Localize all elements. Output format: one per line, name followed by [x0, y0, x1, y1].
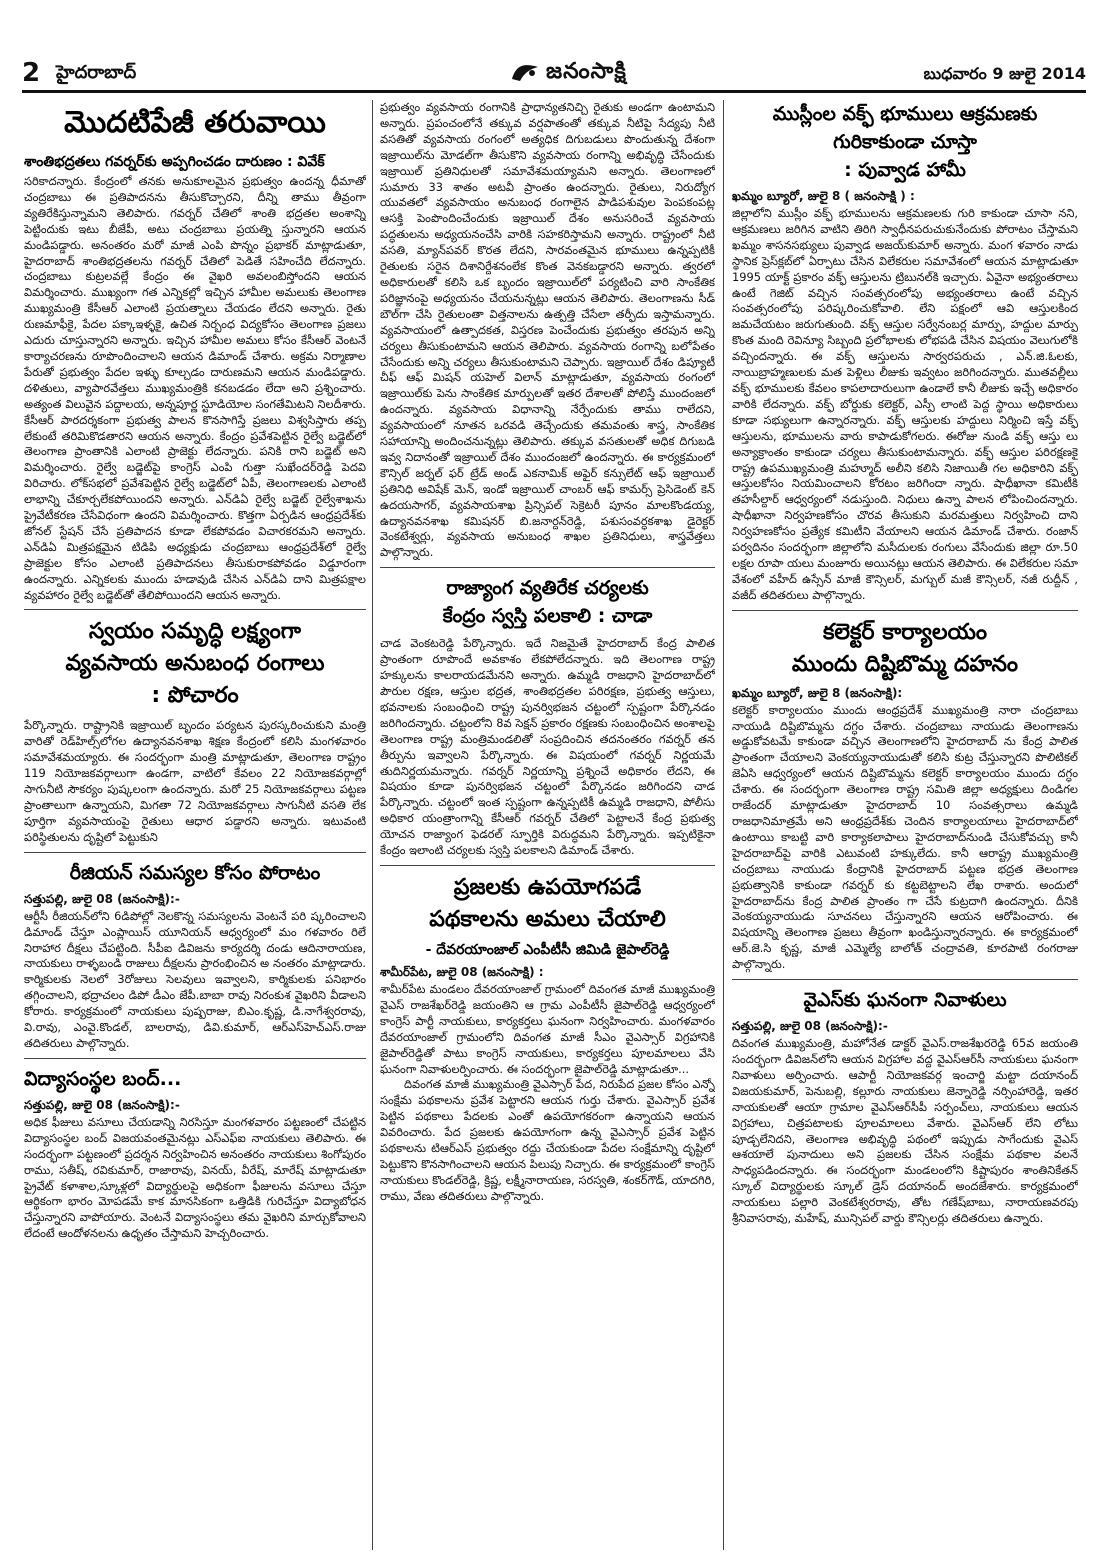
article-dateline: సత్తుపల్లి, జులై 08 (జనంసాక్షి):- — [732, 1019, 888, 1034]
column-1 — [24, 100, 366, 1550]
article-body: అధిక ఫీజులు వసూలు చేయడాన్ని నిరసిస్తూ మంగళవారం పట్టణంలో చేపట్టిన విద్యాసంస్థల బంద్ విజయవంతమైనట్లు ఎస్‌ఎఫ్ఐ నాయకులు తెలిపారు. ఈ సందర్భంగా పట్టణంలో ప్రదర్శన నిర్వహించిన అనంతరం నాయకులు శింగోపురం రాము, సతీష్, రవికుమార్, రాజారావు, వినయ్, వీరేష్, మారేష్ మాట్లాడుతూ ప్రైవేట్ కళాశాల,స్కూళ్లలో విద్యార్థులపై అధికంగా ఫీజులను వసూలు చేస్తూ ఆర్థికంగా భారం మోపడమే కాక మానసికంగా ఒత్తిడికి గురిచేస్తూ విద్యాబోధన చేస్తున్నారని వాపోయారు. వెంటనే విద్యాసంస్థలు తమ వైఖరిని మార్చుకోవాలని లేదంటే ఆందోళనలను ఉధృతం చేస్తామని హెచ్చరించారు. — [24, 1114, 366, 1241]
article-headline: ప్రజలకు ఉపయోగపడే — [453, 874, 642, 900]
article-body: దివంగత ముఖ్యమంత్రి, మహోనేత డాక్టర్ వైఎస్.రాజశేఖరరెడ్డి 65వ జయంతి సందర్భంగా డివిజన్‌లోని ఆయన విగ్రహాల వద్ద వైఎస్‌ఆర్‌సీ నాయకులు ఘనంగా నివాళులు అర్పించారు. ఆపార్టీ నియోజకవర్గ ఇంచార్జి మట్టా దయానంద్ విజయకుమార్, పెనుబల్లి, కల్లూరు నాయకులు జెన్నారెడ్డి నర్సింహారెడ్డి, ఇతర నాయకులతో ఆయా గ్రామాల వైఎస్‌ఆర్‌సీపీ సర్పంచ్‌లు, నాయకులు ఆయన విగ్రహాలు, చిత్రపటాలకు పూలమాలలు వేశారు. వైఎస్‌ఆర్ లేని లోటు పూడ్చలేనిదని, తెలంగాణ అభివృద్ధి పథంలో ఇప్పుడు సాగేందుకు వైఎస్ ఆశయాలే పునాదులు అని ప్రజలకు చేసిన సంక్షేమ పథకాల వలనే సాధ్యపడిందన్నారు. ఈ సందర్భంగా మండలంలోని కిష్టాపురం శాంతినికేతన్ స్కూల్ విద్యార్థులకు స్కూల్ డ్రెస్ దయానంద్ అందజేశారు. కార్యక్రమంలో నాయకులు పల్లారి వెంకటేశ్వరరావు, తోట గణేష్‌బాబు, నారాయణవరపు శ్రీనివాసరావు, మహేష్, మున్సిపల్ వార్డు కౌన్సిలర్లు తదితరులు ఉన్నారు. — [732, 1036, 1078, 1226]
article-headline: కలెక్టర్ కార్యాలయం — [822, 619, 988, 645]
article-headline: గురికాకుండా చూస్తా — [833, 131, 977, 153]
page-number: 2 — [22, 58, 41, 88]
article-headline: విద్యాసంస్థల బంద్... — [24, 1067, 182, 1090]
article-dateline: సత్తుపల్లి, జులై 08 (జనంసాక్షి):- — [24, 891, 180, 906]
article-body: ప్రభుత్వం వ్యవసాయ రంగానికి ప్రాధాన్యతనిచ్చి రైతుకు అండగా ఉంటామని అన్నారు. ప్రపంచంలోనే తక్కువ వర్షపాతంతో తక్కువ నీటిపై సేద్యపు నీటి వసతితో వ్యవసాయ రంగంలో అత్యధిక దిగుబడులు పొందుతున్న దేశంగా ఇజ్రాయిల్‌ను మోడల్‌గా తీసుకొని వ్యవసాయ రంగాన్ని అభివృద్ధి చేసేందుకు ఇజ్రాయిల్ ప్రతినిధులతో సమావేశమయ్యామని అన్నారు. తెలంగాణలో సుమారు 33 శాతం అటవీ ప్రాంతం ఉందన్నారు. రైతులు, నిరుద్యోగ యువతలో వ్యవసాయం అనుబంధ రంగాలైన పాడిపశువుల పెంపకంపట్ల ఆసక్తి పెంపొందించేందుకు ఇజ్రాయిల్ దేశం అనుసరించే వ్యవసాయ పద్ధతులను అధ్యయనంచేసి వారికి సహకరిస్తామని అన్నారు. రాష్ట్రంలో నీటి వసతి, మ్యాన్‌పవర్ కొరత లేదని, సారవంతమైన భూములు ఉన్నప్పటికీ రైతులకు సరైన దిశానిర్దేశనంలేక కొంత వెనకబడ్డారని అన్నారు. త్వరలో అధికారులతో కలిసి ఒక బృందం ఇజ్రాయిల్‌లో పర్యటించి వారి సాంకేతిక పరిజ్ఞానంపై అధ్యయనం చేయనున్నట్లు ఆయన తెలిపారు. తెలంగాణను సీడ్ బౌల్‌గా చేసి రైతులంతా విత్తనాలను ఉత్పత్తి చేసేలా తర్ఫీదు ఇస్తామన్నారు. వ్యవసాయంలో ఉత్పాదకత, విస్తరణ పెంచేందుకు ప్రభుత్వం తరపున అన్ని చర్యలు తీసుకుంటామని ఆయన తెలిపారు. వ్యవసాయ రంగాన్ని బలోపేతం చేసేందుకు అన్ని చర్యలు తీసుకుంటామని చెప్పారు. ఇజ్రాయిల్ దేశం డిప్యూటీ చీఫ్ ఆఫ్ మిషన్ యహెల్ విలాన్ మాట్లాడుతూ, వ్యవసాయ రంగంలో ఇజ్రాయిల్‌కు పెను సాంకేతిక మార్పులతో ఇతర దేశాలతో పోలిస్తే ముందంజలో ఉందన్నారు. వ్యవసాయ విధానాన్ని నేర్పేందుకు తాము రాలేదని, వ్యవసాయంలో నూతన ఒరవడి తెచ్చేందుకు తమవంతు శాస్త్ర, సాంకేతిక సహాయాన్ని అందించనున్నట్లు తెలిపారు. తక్కువ వసతులతో అధిక దిగుబడి ఇవ్వ నిదానంతో ఇజ్రాయిల్ దేశం ముందంజలో ఉందన్నారు. ఈ కార్యక్రమంలో కౌన్సిల్ జర్నల్ ఫర్ ట్రేడ్ అండ్ ఎకనామిక్ అఫైర్ కన్సులేట్ ఆఫ్ ఇజ్రాయిల్ ప్రతినిధి అవిషేక్ మెన్, ఇండో ఇజ్రాయిల్ చాంబర్ ఆఫ్ కామర్స్ ప్రెసిడెంట్ కెన్ ఉదయసాగర్, వ్యవసాయశాఖ ప్రిన్సిపల్ సెక్రెటరీ పూనం మాలకొండయ్య, ఉద్యానవనశాఖ కమిషనర్ బి.జనార్దన్‌రెడ్డి, పశుసంవర్ధకశాఖ డైరెక్టర్ వెంకటేశ్వర్లు, వ్యవసాయ అనుబంధ శాఖల ప్రతినిధులు, శాస్త్రవేత్తలు పాల్గొన్నారు. — [380, 100, 715, 560]
divider — [380, 865, 715, 866]
divider — [732, 979, 1078, 980]
article-headline: వ్యవసాయ అనుబంధ రంగాలు — [65, 651, 325, 677]
column-3 — [732, 100, 1078, 1550]
article-dateline: శామీర్‌పేట, జులై 08 (జనంసాక్షి) : — [380, 964, 544, 979]
article-subtitle: - దేవరయాంజాల్ ఎంపీటీసీ జిమిడి జైపాల్‌రెడ్డి — [425, 941, 670, 958]
article-body: శామీర్‌పేట మండలం దేవరయాంజాల్ గ్రామంలో దివంగత మాజీ ముఖ్యమంత్రి వైఎస్ రాజశేఖర్‌రెడ్డి జయంతిని ఆ గ్రామ ఎంపీటీసీ జైపాల్‌రెడ్డి ఆధ్వర్యంలో కాంగ్రెస్ పార్టీ నాయకులు, కార్యకర్తలు ఘనంగా నిర్వహించారు. మంగళవారం దేవరయాంజాల్ గ్రామంలోని దివంగత మాజీ సీఎం వైఎస్సార్ విగ్రహానికి జైపాల్‌రెడ్డితో పాటు కాంగ్రెస్ నాయకులు, కార్యకర్తలు పూలమాలలు వేసి ఘనంగా నివాళులర్పించారు. ఈ సందర్భంగా జైపాల్‌రెడ్డి మాట్లాడుతూ... — [380, 981, 715, 1076]
article-headline: పథకాలను అమలు చేయాలి — [429, 906, 666, 932]
divider — [732, 610, 1078, 611]
article-headline: స్వయం సమృద్ధి లక్ష్యంగా — [88, 619, 302, 645]
issue-date: బుధవారం 9 జులై 2014 — [923, 64, 1086, 83]
divider — [380, 567, 715, 568]
article-body: జిల్లాలోని ముస్లీం వక్ఫ్ భూములను ఆక్రమణలకు గురి కాకుండా చూసా నని, ఆక్రమణలు జరిగిన వాటిని తిరిగి స్వాధీనపరుచుకునేందుకు పోరాటం చేస్తామని ఖమ్మం శాసనసభ్యులు పువ్వాడ అజయ్‌కుమార్ అన్నారు. మంగ ళవారం నాడు స్థానిక ప్రెస్‌క్లబ్‌లో ఏర్పాటు చేసిన విలేకరుల సమావేశంలో ఆయన మాట్లాడుతూ 1995 యాక్ట్ ప్రకారం వక్ఫ్ ఆస్తులను ట్రిబునల్‌కి ఇచ్చారు. ఏవైనా అభ్యంతరాలు ఉంటే గెజిట్ వచ్చిన సంవత్సరంలోపు అభ్యంతరాలు ఉంటే వచ్చిన సంవత్సరంలోపు పరిష్కరించుకోవాలి. లేని పక్షంలో ఆవి ఆస్తులకింద జమచేయటం జరుగుతుంది. వక్ఫ్ ఆస్తుల సర్వేనంబర్ల మార్పు, హద్దుల మార్పు కొంత మంది రెవిన్యూ సిబ్బంది ప్రలోభాలకు లోభపడి చేసిన విషయం వెలుగులోకి వచ్చిందన్నారు. ఈ వక్ఫ్ ఆస్తులను సార్వరపరుచు , ఎన్.జి.ఓలకు, నాయిబ్రాహ్మణులకు మత పెళ్లిలు లీజుకు ఇవ్వటం జరిగిందన్నారు. ముతవల్లీలు వక్ఫ్ భూములకు కేవలం కాపలాదారులుగా ఉండాలే కానీ లీజుకు ఇచ్చే అధికారం వారికి లేదన్నారు. వక్ఫ్ బోర్డుకు కలెక్టర్, ఎస్పీ లాంటి పెద్ద స్థాయి అధికారులు కూడా సభ్యులుగా ఉన్నారన్నారు. వక్ఫ్ ఆస్తులకు హద్దులు నిర్మించి ఇస్తే వక్ఫ్ ఆస్తులను, భూములను వారు కాపాడుకోగలరు. ఈరోజు నుండి వక్ఫ్ ఆస్తు లు అన్యాక్రాంతం కాకుండా చర్యలు తీసుకుంటామన్నారు. వక్ఫ్ ఆస్తుల పరిరక్షణకై రాష్ట్ర ఉపముఖ్యమంత్రి మహ్మూద్ అలీని కలిసి నిజాయితీ గల అధికారిని వక్ఫ్ ఆస్తులకోసం నియమించాలని కోరటం జరిగిందా న్నారు. షాధీఖానా కమిటీకి తహసీల్దార్ ఆధ్వర్యంలో నడుస్తుంది. నిధులు ఉన్నా పాలన లోపించిందన్నారు. షాధీఖానా నిర్వహణకోసం చొరవ తీసుకుని మరమత్తులు నిర్వహించి దాని నిర్వహణకోసం ప్రత్యేక కమిటీని వేయాలని ఆయన డిమాండ్ చేశారు. రంజాన్ పర్వదినం సందర్భంగా జిల్లాలోని మసీదులకు రంగులు వేసేందుకు జిల్లా రూ.50 లక్షల రూపా యలు మంజూరు అయినట్లు ఆయన తెలిపారు. ఈ విలేకరుల సమా వేశంలో వహీద్ ఉస్సేన్ మాజీ కౌన్సిలర్, మగ్బుల్ మజీ కౌన్సిలర్, నజీ రుద్దీన్ , వజీద్ తదితరులు పాల్గొన్నారు. — [732, 206, 1078, 602]
column-divider — [723, 100, 724, 1550]
article-body: దివంగత మాజీ ముఖ్యమంత్రి వైఎస్సార్ పేద, నిరుపేద ప్రజల కోసం ఎన్నో సంక్షేమ పథకాలను ప్రవేశ పెట్టారని ఆయన గుర్తు చేశారు. వైఎస్సార్ ప్రవేశ పెట్టిన పథకాలు పేదలకు ఎంతో ఉపయోగకరంగా ఉన్నాయని ఆయన వివరించారు. పేద ప్రజలకు ఉపయోగంగా ఉన్న వైఎస్సార్ ప్రవేశ పెట్టిన పథకాలను టిఆర్ఎస్ ప్రభుత్వం రద్దు చేయకుండా పేదల సంక్షేమాన్ని దృష్టిలో పెట్టుకొని కొనసాగించాలని ఆయన పిలుపు నిచ్చారు. ఈ కార్యక్రమంలో కాంగ్రెస్ నాయకులు కొండల్‌రెడ్డి, క్రిష్ణ, లక్ష్మీనారాయణ, సరస్వతి, శంకర్‌గౌడ్, యాదగిరి, రాము, వేణు తదితరులు పాల్గొన్నారు. — [380, 1077, 715, 1203]
article-dateline: సత్తుపల్లి, జులై 08 (జనంసాక్షి):- — [24, 1097, 180, 1112]
masthead — [22, 58, 1086, 93]
article-headline: ముస్లీంల వక్ఫ్ భూములు ఆక్రమణకు — [772, 103, 1038, 125]
article-body: చాడ వెంకటరెడ్డి పేర్కొన్నారు. ఇదే నిజమైతే హైదరాబాద్ కేంద్ర పాలిత ప్రాంతంగా రూపొందే అవకాశం లేకపోలేదన్నారు. ఇది తెలంగాణ రాష్ట్ర హక్కులను కాలరాయడమేనని అన్నారు. ఉమ్మడి రాజధాని హైదరాబాద్‌లో పౌరుల రక్షణ, ఆస్తుల భద్రత, శాంతిభద్రతల పరిరక్షణ, ప్రభుత్వ ఆస్తులు, భవనాలకు సంబంధించి రాష్ట్ర పునర్విభజన చట్టంలో స్పష్టంగా పేర్కొనడం జరిగిందన్నారు. చట్టంలోని 8వ సెక్షన్ ప్రకారం రక్షణకు సంబంధించిన అంశాలపై తెలంగాణ రాష్ట్ర మంత్రిమండలితో సంప్రదించిన తదనంతరం గవర్నర్ తన తీర్పును ఇవ్వాలని పేర్కొన్నారు. ఈ విషయంలో గవర్నర్ నిర్ణయమే తుదినిర్ణయమన్నారు. గవర్నర్ నిర్ణయాన్ని ప్రశ్నించే అధికారం లేదని, ఈ విషయం కూడా పునర్విభజన చట్టంలో పేర్కొనడం జరిగిందని చాడ పేర్కొన్నారు. చట్టంలో ఇంత స్పష్టంగా ఉన్నప్పటికీ ఉమ్మడి రాజధాని, పోలీసు అధికార యంత్రాంగాన్ని కేసీఆర్ గవర్నర్ చేతిలో పెట్టాలనే కేంద్ర ప్రభుత్వ యోచన రాజ్యాంగ ఫెడరల్ స్ఫూర్తికి విరుద్ధమని పేర్కొన్నారు. ఇప్పటికైనా కేంద్రం ఇలాంటి చర్యలకు స్వస్తి పలకాలని డిమాండ్ చేశారు. — [380, 636, 715, 858]
article-headline: : పువ్వాడ హామీ — [844, 159, 966, 181]
article-headline: రాజ్యాంగ వ్యతిరేక చర్యలకు — [446, 577, 649, 600]
article-headline: కేంద్రం స్వస్తి పలకాలి : చాడా — [442, 605, 653, 628]
newspaper-logo — [510, 58, 627, 86]
divider — [24, 1058, 366, 1059]
article-headline: రీజియన్ సమస్యల కోసం పోరాటం — [69, 861, 321, 884]
logo-emblem-icon — [510, 61, 540, 83]
divider — [24, 852, 366, 853]
article-headline: ముందు దిష్టిబొమ్మ దహనం — [791, 651, 1019, 677]
page-city: హైదరాబాద్ — [56, 62, 137, 83]
article-body: కలెక్టర్ కార్యాలయం ముందు ఆంధ్రప్రదేశ్ ముఖ్యమంత్రి నారా చంద్రబాబు నాయుడి దిష్టిబొమ్మను దగ్ధం చేశారు. చంద్రబాబు నాయుడు తెలంగాణను అడ్డుకోవటమే కాకుండా వచ్చిన తెలంగాణలోని హైదరాబాద్ ను కేంద్ర పాలిత ప్రాంతంగా చేయాలని వెంకయ్యనాయుడుతో కలిసి కుట్ర చేస్తున్నారని పొలిటికల్ జెఏసి ఆధ్వర్యంలో ఆయన దిష్టిబొమ్మను కలెక్టర్ కార్యాలయం ముందు దగ్ధం చేశారు. ఈ సందర్భంగా తెలంగాణ రాష్ట్ర సమితి జిల్లా అధ్యక్షులు దిండిగల రాజేందర్ మాట్లాడుతూ హైదరాబాద్ 10 సంవత్సరాలు ఉమ్మడి రాజధానిమాత్రమే అని ఆంధ్రప్రదేశ్‌కు చెందిన కార్యాలయాలు హైదరాబాద్‌లో ఉంటాయి కాబట్టి వారి కార్యాకలాపాలు హైదరాబాద్‌నుండి చేసుకోవచ్చు కానీ హైదరాబాద్‌పై వారికి ఎటువంటి హక్కులేదు. కానీ ఆరాష్ట్ర ముఖ్యమంత్రి చంద్రబాబు నాయుడు కేంద్రానికి హైదరాబాద్ పట్టణ భద్రత తెలంగాణ ప్రభుత్వానికి కాకుండా గవర్నర్ కు కట్టబెట్టాలని లేఖ రాశారు. అందులో హైదరాబాద్‌ను కేంద్ర పాలిత ప్రాంతం గా చేసే కుట్రదాగి ఉందన్నారు. దీనికి వెంకయ్యనాయుడు సూచనలు చేస్తున్నారని ఆయన ఆరోపించారు. ఈ విషయాన్ని తెలంగాణ ప్రజలు తీవ్రంగా ఖండిస్తున్నారన్నారు. ఈ కార్యక్రమంలో ఆర్.జె.సి కృష్ణ, మాజీ ఎమ్మెల్యే బాలోత్ చంద్రావతి, కూరపాటి రంగరాజు పాల్గొన్నారు. — [732, 702, 1078, 972]
column-2 — [380, 100, 715, 1550]
section-title: మొదటిపేజీ తరువాయి — [64, 105, 326, 140]
article-headline: : పోచారం — [151, 683, 239, 709]
article-body: పేర్కొన్నారు. రాష్ట్రానికి ఇజ్రాయిల్ బృందం పర్యటన పురస్కరించుకుని మంత్రి వారితో రెడ్‌హిల్స్‌లోగల ఉద్యానవనశాఖ శిక్షణ కేంద్రంలో కలిసి మంగళవారం సమావేశమయ్యారు. ఈ సందర్భంగా మంత్రి మాట్లాడుతూ, తెలంగాణ రాష్ట్రం 119 నియోజకవర్గాలుగా ఉండగా, వాటిలో కేవలం 22 నియోజకవర్గాల్లో సాగునీటి సౌకర్యం పుష్కలంగా ఉందన్నారు. మరో 25 నియోజకవర్గాలు పట్టణ ప్రాంతాలుగా ఉన్నాయని, మిగతా 72 నియోజకవర్గాలు సాగునీటి వసతి లేక పూర్తిగా వ్యవసాయంపై రైతులు ఆధార పడ్డారని అన్నారు. ఇటువంటి పరిస్థితులను దృష్టిలో పెట్టుకుని — [24, 718, 366, 844]
article-dateline: ఖమ్మం బ్యూరో, జులై 8 ( జనంసాక్షి ) : — [732, 189, 915, 203]
divider — [24, 609, 366, 610]
article-body: ఆర్టీసీ రీజియన్‌లోని 6డిపోల్లో నెలకొన్న సమస్యలను వెంటనే పరి ష్కరించాలని డిమాండ్ చేస్తూ ఎంప్లాయిస్ యూనియన్ ఆధ్వర్యంలో మం గళవారం రిలే నిరాహార దీక్షలు చేపట్టింది. సీపీఐ డివిజను కార్యదర్శి దండు ఆదినారాయణ, నాయకులు రాళ్ళబండి రాజులు దీక్షలను ప్రారంభించిన అ నంతరం మాట్లాడారు. కార్మికులకు నెలలో 3రోజులు సెలవులు ఇవ్వాలని, కార్మికులకు పనిభారం తగ్గించాలని, భద్రాచలం డిపో డీఎం జేపీ.బాబా రావు నిరంకుశ వైఖరిని వీడాలని కోరారు. కార్యక్రమంలో నాయకులు పుష్పరాజు, బిఎం.కృష్ణ, డి.నాగేశ్వరరావు, వి.రావు, ఎంవై.కొండల్, బాలరావు, డివి.కుమార్, ఆర్ఎస్‌హెచ్‌ఎస్.రాజు తదితరులు పాల్గొన్నారు. — [24, 908, 366, 1050]
article-headline: శాంతిభద్రతలు గవర్నర్‌కు అప్పగించడం దారుణం : వివేక్ — [24, 154, 325, 170]
column-divider — [372, 100, 373, 1550]
article-dateline: ఖమ్మం బ్యూరో, జులై 8 (జనంసాక్షి): — [732, 685, 903, 700]
newspaper-name: జనంసాక్షి — [546, 59, 627, 84]
article-headline: వైఎస్‌కు ఘనంగా నివాళులు — [803, 989, 1007, 1012]
article-body: సరికాదన్నారు. కేంద్రంలో తనకు అనుకూలమైన ప్రభుత్వం ఉందన్న ధీమాతో చంద్రబాబు ఈ ప్రతిపాదనను తీసుకొచ్చారని, దీన్ని తాము తీవ్రంగా వ్యతిరేకిస్తున్నామని తెలిపారు. గవర్నర్ చేతిలో శాంతి భద్రతల అంశాన్ని పెట్టిందుకు ఇటు బీజేపీ, అటు చంద్రబాబు ప్రయత్ని స్తున్నారని ఆయన మండిపడ్డారు. అనంతరం మరో మాజీ ఎంపి పొన్నం ప్రభాకర్ మాట్లాడుతూ, హైదరాబాద్ శాంతిభద్రతలను గవర్నర్ చేతిలో పెడితే సహించేది లేదన్నారు. చంద్రబాబు కుట్రలవల్లే కేంద్రం ఈ వైఖరి అవలంబిస్తోందని ఆయన విమర్శించారు. ముఖ్యంగా గత ఎన్నికల్లో ఇచ్చిన హామీల అమలుకు తెలంగాణ ముఖ్యమంత్రి కేసీఆర్ ఎలాంటి ప్రయత్నాలు చేయడం లేదని అన్నారు. రైతు రుణమాఫీకై, పేదల పక్కాఇళ్ళకై, ఉచిత నిర్బంధ విద్యకోసం తెలంగాణ ప్రజలు ఎదురు చూస్తున్నారని అన్నారు. ఇచ్చిన హామీల అమలు కోసం కేసీఆర్ వెంటనే కార్యాచరణను రూపొందించాలని ఆయన డిమాండ్ చేశారు. అక్రమ నిర్మాణాల పేరుతో ప్రభుత్వం పేదల ఇళ్ళు కూల్చడం దారుణమని ఆయన మండిపడ్డారు. దళితులు, వ్యాపారవేత్తలు ముఖ్యమంత్రికి కనబడడం లేదా అని ప్రశ్నించారు. అత్యంత విలువైన పద్దాలయ, అన్నపూర్ణ స్టూడియోల సంగతేమిటని నిలదీశారు. కేసీఆర్ పారదర్శకంగా ప్రభుత్వ పాలన కొనసాగిస్తే ప్రజలు విశ్వసిస్తారు తప్ప లేకుంటే తరిమికొడతారని ఆయన అన్నారు. కేంద్రం ప్రవేశపెట్టిన రైల్వే బడ్జెట్‌లో తెలంగాణ ప్రాంతానికి ఎలాంటి ప్రాజెక్టు లేదన్నారు. పనికి రాని బడ్జెట్ అని విమర్శించారు. రైల్వే బడ్జెట్‌పై కాంగ్రెస్ ఎంపి గుత్తా సుఖేందర్‌రెడ్డి పెదవి విరిచారు. లోక్‌సభలో ప్రవేశపెట్టిన రైల్వే బడ్జెట్‌లో ఏపీ, తెలంగాణలకు ఎలాంటి లాభాన్ని చేకూర్చలేకపోయిందని అన్నారు. ఎన్‌డిఏ రైల్వే బడ్జెట్ రైల్వేశాఖను ప్రైవేటీకరణ చేసేవిధంగా ఉందని విమర్శించారు. కొత్తగా ఏర్పడిన ఆంధ్రప్రదేశ్‌కు జోనల్ స్టేషన్ చేసే ప్రతిపాదన కూడా లేకపోవడం విచారకరమని అన్నారు. ఎన్‌డిఏ మిత్రపక్షమైన టిడిపి అధ్యక్షుడు చంద్రబాబు ఆంధ్రప్రదేశ్‌లో రైల్వే ప్రాజెక్టుల కోసం ఎలాంటి ప్రతిపాదనలు తీసుకురాకపోవడం విడ్డూరంగా ఉందన్నారు. ఎన్నికలకు ముందు హడావుడి చేసిన ఎన్‌డిఏ దాని మిత్రపక్షాల వ్యవహారం రైల్వే బడ్జెట్‌తో తేలిపోయిందని ఆయన అన్నారు. — [24, 174, 366, 602]
